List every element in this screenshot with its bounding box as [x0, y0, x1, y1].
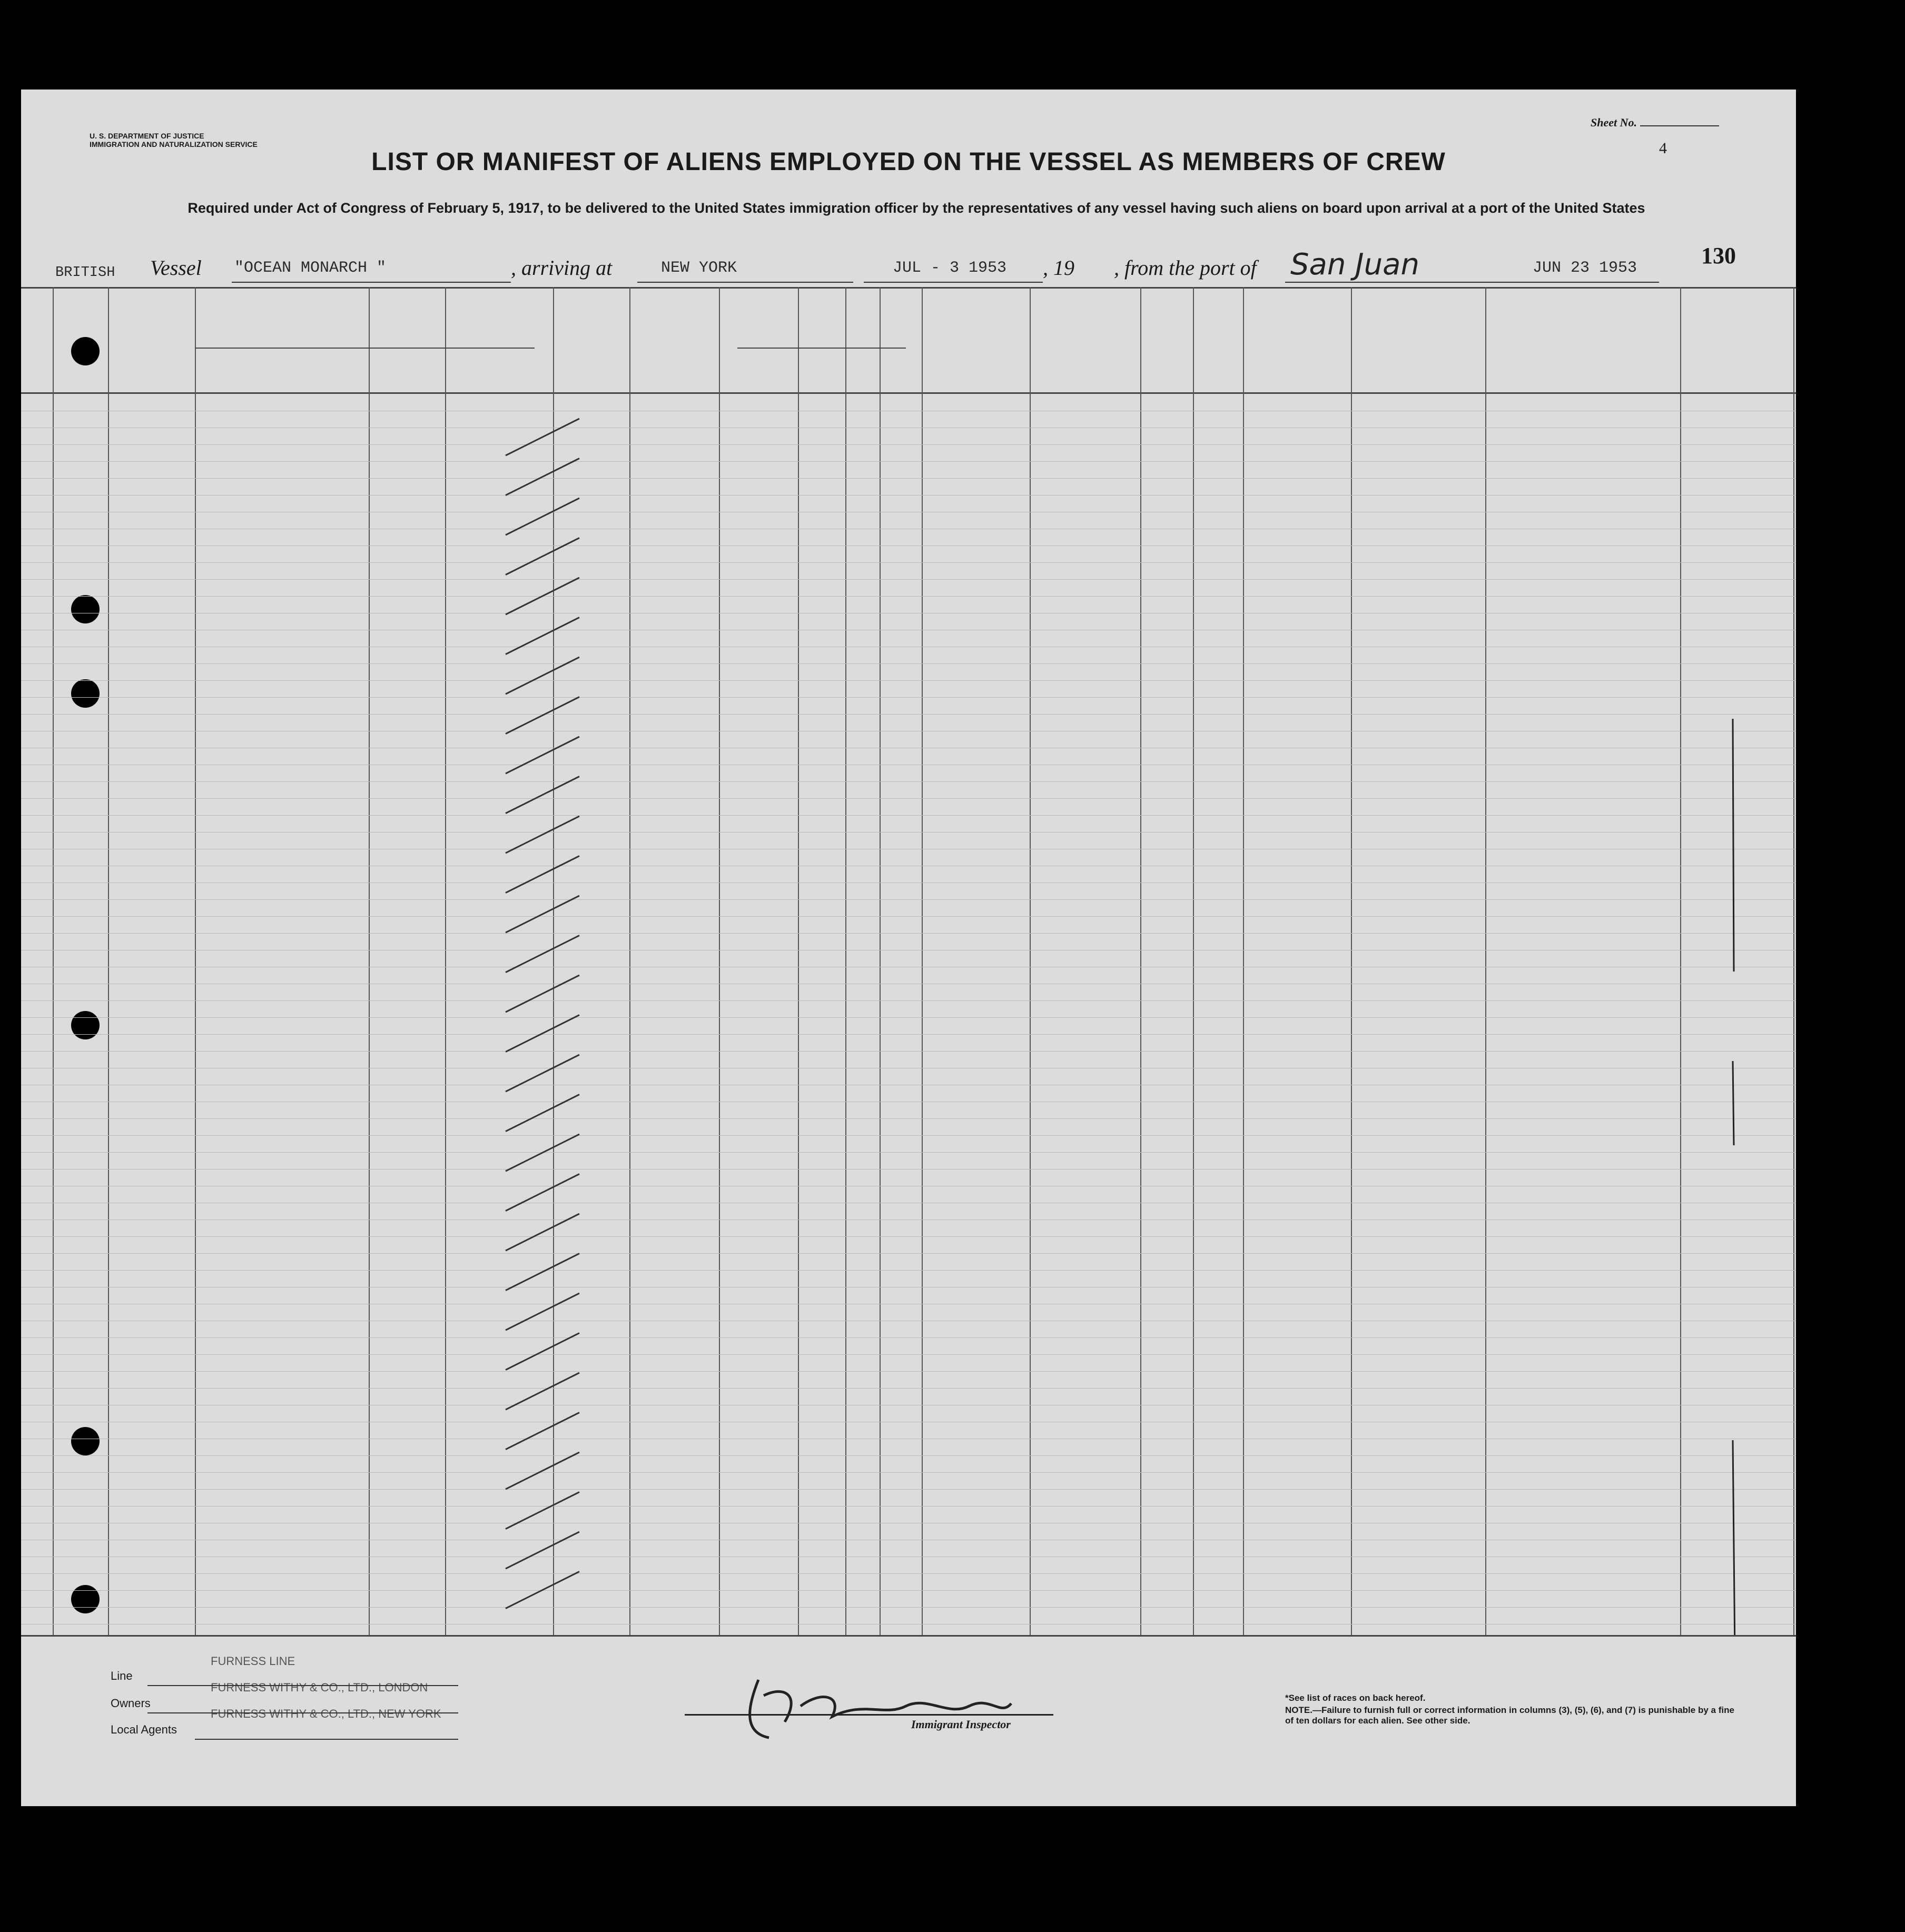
check-marks [21, 287, 1796, 1635]
ruled-line [21, 697, 1796, 698]
races-note: *See list of races on back hereof. [1285, 1693, 1426, 1703]
ruled-line [21, 562, 1796, 563]
agents-label: Local Agents [111, 1723, 177, 1736]
agency-line: IMMIGRATION AND NATURALIZATION SERVICE [90, 140, 258, 148]
ruled-line [21, 1118, 1796, 1119]
column-rule [553, 287, 554, 1635]
inspector-signature [706, 1675, 1064, 1743]
line-label: Line [111, 1669, 133, 1682]
column-rule [53, 287, 54, 1635]
sheet-number [1591, 116, 1719, 157]
ruled-line [21, 781, 1796, 782]
ruled-line [21, 1371, 1796, 1372]
ruled-line [21, 1270, 1796, 1271]
ruled-line [21, 1455, 1796, 1456]
line-value: FURNESS LINE [211, 1654, 295, 1668]
owners-label: Owners [111, 1697, 151, 1710]
column-rule [369, 287, 370, 1635]
ruled-line [21, 1472, 1796, 1473]
column-rule [798, 287, 799, 1635]
owners-value: FURNESS WITHY & CO., LTD., LONDON [211, 1681, 428, 1694]
column-rule [1793, 287, 1794, 1635]
sheet-no-label: Sheet No. [1591, 116, 1637, 129]
from-label: , from the port of [1114, 256, 1257, 280]
ruled-line [21, 596, 1796, 597]
column-rule [719, 287, 720, 1635]
manifest-sheet [21, 90, 1796, 1806]
ruled-line [21, 1590, 1796, 1591]
ruled-line [21, 579, 1796, 580]
arriving-port: NEW YORK [661, 259, 737, 277]
ruled-line [21, 1000, 1796, 1001]
shipped-subheader-rule [737, 348, 906, 349]
ruled-line [21, 832, 1796, 833]
column-rule [1193, 287, 1194, 1635]
table-top-rule [21, 287, 1796, 289]
column-rule [880, 287, 881, 1635]
ruled-line [21, 1354, 1796, 1355]
column-rule [1243, 287, 1244, 1635]
table-bottom-rule [21, 1635, 1796, 1637]
inspector-label: Immigrant Inspector [911, 1718, 1011, 1731]
vessel-name: "OCEAN MONARCH " [234, 259, 387, 277]
ruled-line [21, 680, 1796, 681]
agents-value: FURNESS WITHY & CO., LTD., NEW YORK [211, 1707, 441, 1720]
arrival-date: JUL - 3 1953 [893, 259, 1007, 277]
arriving-label: , arriving at [511, 256, 613, 280]
column-rule [629, 287, 630, 1635]
agency-line: U. S. DEPARTMENT OF JUSTICE [90, 132, 204, 140]
ruled-line [21, 1607, 1796, 1608]
column-rule [1680, 287, 1681, 1635]
ruled-line [21, 916, 1796, 917]
column-rule [1140, 287, 1141, 1635]
ruled-line [21, 1253, 1796, 1254]
ruled-line [21, 1489, 1796, 1490]
ruled-line [21, 1236, 1796, 1237]
ruled-line [21, 1337, 1796, 1338]
ruled-line [21, 815, 1796, 816]
name-subheader-rule [195, 348, 535, 349]
departure-date: JUN 23 1953 [1533, 259, 1637, 277]
ruled-line [21, 1388, 1796, 1389]
ruled-line [21, 663, 1796, 664]
sheet-no-value: 4 [1659, 140, 1667, 157]
flag: BRITISH [55, 265, 115, 281]
agency-header [90, 132, 258, 148]
column-rule [1030, 287, 1031, 1635]
penalty-note: NOTE.—Failure to furnish full or correct information in columns (3), (5), (6), and (7) is punishable by a fine of ten dollars for each alien. See other side. [1285, 1705, 1734, 1726]
column-rule [922, 287, 923, 1635]
ruled-line [21, 714, 1796, 715]
ruled-line [21, 798, 1796, 799]
ruled-line [21, 899, 1796, 900]
ruled-line [21, 495, 1796, 496]
year-label: , 19 [1043, 256, 1074, 280]
ruled-line [21, 933, 1796, 934]
ruled-line [21, 1135, 1796, 1136]
crew-table [21, 287, 1796, 1635]
column-rule [445, 287, 446, 1635]
ruled-line [21, 1573, 1796, 1574]
column-rule [1351, 287, 1352, 1635]
ruled-line [21, 1169, 1796, 1170]
ruled-line [21, 478, 1796, 479]
column-rule [195, 287, 196, 1635]
ruled-line [21, 1017, 1796, 1018]
column-rule [845, 287, 846, 1635]
vessel-label: Vessel [150, 256, 202, 280]
column-rule [108, 287, 109, 1635]
column-rule [1485, 287, 1486, 1635]
ruled-line [21, 444, 1796, 445]
ruled-line [21, 1051, 1796, 1052]
header-bottom-rule [21, 392, 1796, 394]
ruled-line [21, 1506, 1796, 1507]
ruled-line [21, 1152, 1796, 1153]
page-title: LIST OR MANIFEST OF ALIENS EMPLOYED ON THE VESSEL AS MEMBERS OF CREW [371, 148, 1446, 176]
ruled-line [21, 1034, 1796, 1035]
page-number: 130 [1701, 243, 1736, 269]
from-port: San Juan [1290, 247, 1419, 282]
ruled-line [21, 461, 1796, 462]
page-subtitle: Required under Act of Congress of February 5, 1917, to be delivered to the United States immigration officer by the representatives of any vessel having such aliens on board upon arrival at a port of the United States [187, 200, 1645, 216]
